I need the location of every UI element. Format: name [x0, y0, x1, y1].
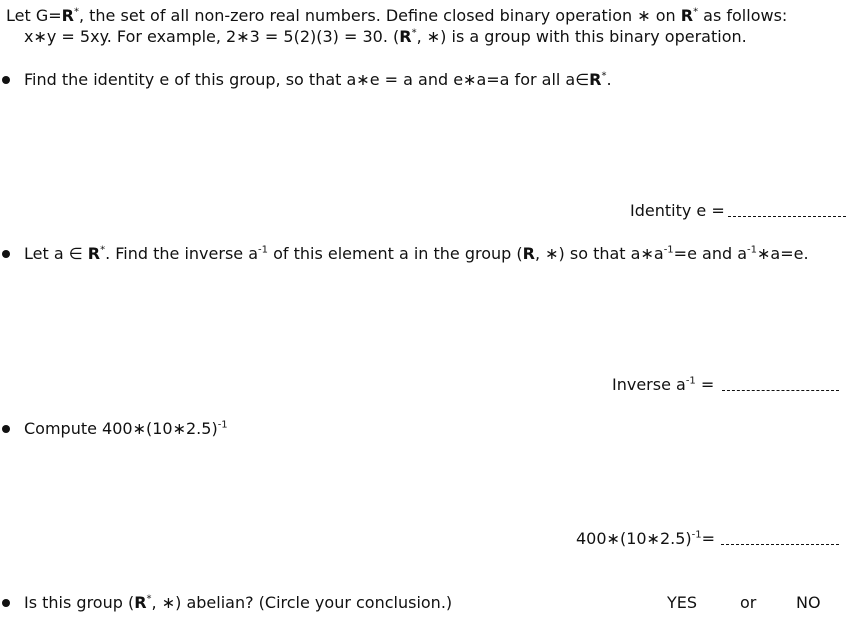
question-text: Compute 400∗(10∗2.5)	[24, 419, 218, 438]
set-symbol: R	[522, 244, 535, 263]
question-text: Find the identity e of this group, so that a∗e = a and e∗a=a for all a∈	[24, 70, 590, 89]
star-superscript: *	[693, 6, 699, 18]
question-text: . Find the inverse a	[105, 244, 259, 263]
intro-text: , ∗) is a group with this binary operation.	[416, 27, 747, 46]
choice-no-label: NO	[796, 593, 821, 612]
answer-label-text: Inverse a	[612, 375, 686, 394]
set-symbol: R	[134, 593, 147, 612]
identity-answer-blank[interactable]	[728, 216, 846, 217]
choice-yes-label: YES	[667, 593, 698, 612]
intro-line-2	[24, 27, 747, 47]
star-superscript: *	[146, 593, 152, 605]
intro-text: as follows:	[698, 6, 788, 25]
compute-answer-label	[576, 529, 715, 549]
bullet-icon	[2, 599, 10, 607]
answer-label-text: 400∗(10∗2.5)	[576, 529, 692, 548]
answer-label-text: =	[701, 529, 716, 548]
question-1	[24, 70, 612, 90]
inverse-answer-label	[612, 375, 714, 395]
choice-yes[interactable]	[667, 593, 697, 613]
intro-text: x∗y = 5xy. For example, 2∗3 = 5(2)(3) = 30. (	[24, 27, 400, 46]
answer-label-text: Identity e =	[630, 201, 725, 220]
inverse-superscript: -1	[691, 529, 702, 541]
question-text: Let a ∈	[24, 244, 88, 263]
intro-text: Let G=	[6, 6, 62, 25]
identity-answer-label	[630, 201, 725, 221]
question-3	[24, 419, 228, 439]
compute-answer-blank[interactable]	[721, 544, 839, 545]
star-superscript: *	[73, 6, 79, 18]
question-2	[24, 244, 809, 264]
question-text: , ∗) abelian? (Circle your conclusion.)	[151, 593, 453, 612]
inverse-superscript: -1	[663, 244, 674, 256]
question-text: of this element a in the group (	[268, 244, 523, 263]
inverse-answer-blank[interactable]	[722, 390, 839, 391]
answer-label-text: =	[695, 375, 715, 394]
question-text: .	[606, 70, 612, 89]
star-superscript: *	[601, 70, 607, 82]
inverse-superscript: -1	[258, 244, 268, 256]
question-text: ∗a=e.	[756, 244, 809, 263]
bullet-icon	[2, 76, 10, 84]
bullet-icon	[2, 425, 10, 433]
inverse-superscript: -1	[747, 244, 757, 256]
inverse-superscript: -1	[217, 419, 228, 431]
intro-text: , the set of all non-zero real numbers. Define closed binary operation ∗ on	[78, 6, 676, 25]
set-symbol: R	[589, 70, 602, 89]
set-symbol: R	[87, 244, 101, 263]
choice-or-label: or	[740, 593, 757, 612]
question-text: =e and a	[673, 244, 747, 263]
question-text: , ∗) so that a∗a	[534, 244, 664, 263]
bullet-icon	[2, 250, 10, 258]
set-symbol: R	[680, 6, 694, 25]
choice-or	[740, 593, 756, 613]
star-superscript: *	[100, 244, 106, 256]
inverse-superscript: -1	[685, 375, 696, 387]
question-4	[24, 593, 452, 613]
choice-no[interactable]	[796, 593, 821, 613]
set-symbol: R	[399, 27, 412, 46]
intro-line-1	[6, 6, 787, 26]
question-text: Is this group (	[24, 593, 135, 612]
star-superscript: *	[411, 27, 417, 39]
set-symbol: R	[61, 6, 74, 25]
